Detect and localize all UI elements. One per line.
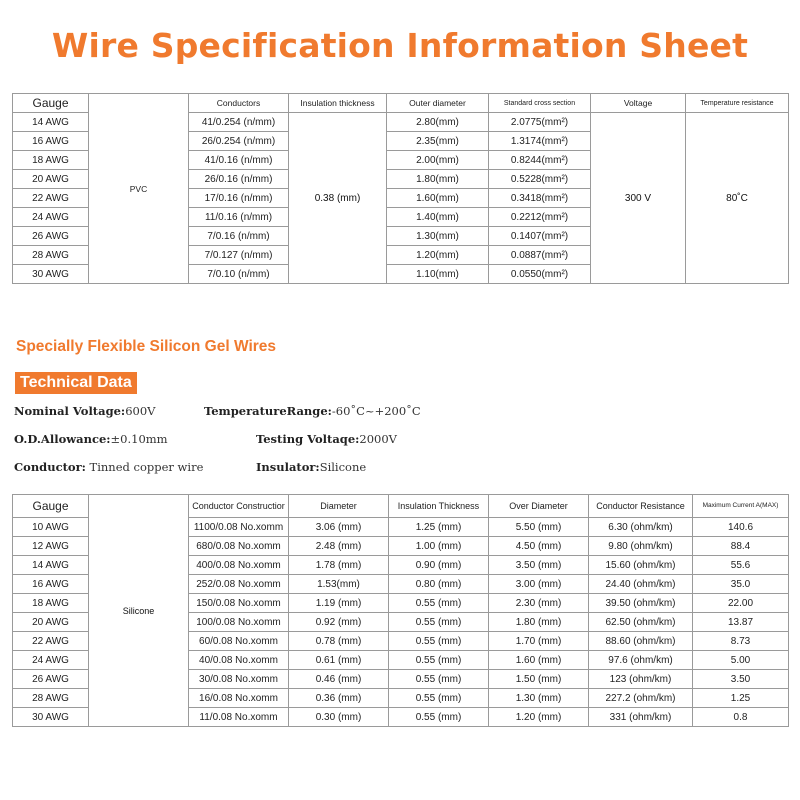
silicone-resistance-cell: 15.60 (ohm/km) [589,556,693,575]
silicone-current-cell: 35.0 [693,575,789,594]
pvc-outer-cell: 1.30(mm) [387,227,489,246]
pvc-cross-cell: 1.3174(mm²) [489,132,591,151]
silicone-over-cell: 1.20 (mm) [489,708,589,727]
pvc-header-cross-section: Standard cross section [489,94,591,113]
pvc-gauge-cell: 18 AWG [13,151,89,170]
pvc-outer-cell: 1.10(mm) [387,265,489,284]
pvc-gauge-cell: 30 AWG [13,265,89,284]
silicone-gauge-cell: 10 AWG [13,518,89,537]
silicone-gauge-cell: 12 AWG [13,537,89,556]
pvc-outer-cell: 1.20(mm) [387,246,489,265]
silicone-insulation-cell: 0.55 (mm) [389,651,489,670]
silicone-gauge-cell: 28 AWG [13,689,89,708]
silicone-diameter-cell: 1.19 (mm) [289,594,389,613]
pvc-cross-cell: 0.0887(mm²) [489,246,591,265]
silicone-insulation-cell: 0.80 (mm) [389,575,489,594]
pvc-cross-cell: 0.8244(mm²) [489,151,591,170]
pvc-header-temperature: Temperature resistance [686,94,789,113]
pvc-gauge-cell: 24 AWG [13,208,89,227]
silicone-header-resistance: Conductor Resistance [589,495,693,518]
silicone-over-cell: 3.50 (mm) [489,556,589,575]
silicone-diameter-cell: 1.53(mm) [289,575,389,594]
technical-data-badge: Technical Data [15,372,137,394]
silicone-insulation-cell: 0.55 (mm) [389,670,489,689]
silicone-current-cell: 140.6 [693,518,789,537]
pvc-conductors-cell: 11/0.16 (n/mm) [189,208,289,227]
silicone-construction-cell: 100/0.08 No.xomm [189,613,289,632]
pvc-conductors-cell: 41/0.16 (n/mm) [189,151,289,170]
silicone-current-cell: 13.87 [693,613,789,632]
silicone-resistance-cell: 62.50 (ohm/km) [589,613,693,632]
pvc-header-gauge: Gauge [13,94,89,113]
silicone-gauge-cell: 20 AWG [13,613,89,632]
insulator-label: Insulator: [256,460,320,474]
silicone-header-max-current: Maximum Current A(MAX) [693,495,789,518]
silicone-gauge-cell: 16 AWG [13,575,89,594]
silicone-insulation-cell: 0.55 (mm) [389,594,489,613]
silicone-construction-cell: 60/0.08 No.xomm [189,632,289,651]
pvc-header-insulation: Insulation thickness [289,94,387,113]
silicone-material-cell: Silicone [89,495,189,727]
od-allowance-value: ±0.10mm [110,432,168,446]
silicone-gauge-cell: 24 AWG [13,651,89,670]
silicone-insulation-cell: 0.55 (mm) [389,613,489,632]
pvc-conductors-cell: 26/0.16 (n/mm) [189,170,289,189]
pvc-conductors-cell: 17/0.16 (n/mm) [189,189,289,208]
silicone-over-cell: 2.30 (mm) [489,594,589,613]
pvc-outer-cell: 2.35(mm) [387,132,489,151]
temperature-range-label: TemperatureRange: [204,404,332,418]
silicone-over-cell: 5.50 (mm) [489,518,589,537]
silicone-resistance-cell: 6.30 (ohm/km) [589,518,693,537]
page-title: Wire Specification Information Sheet [51,26,749,65]
pvc-gauge-cell: 14 AWG [13,113,89,132]
silicone-resistance-cell: 24.40 (ohm/km) [589,575,693,594]
pvc-cross-cell: 0.0550(mm²) [489,265,591,284]
pvc-spec-table [12,93,789,284]
testing-voltage-label: Testing Voltaqe: [256,432,360,446]
pvc-outer-cell: 2.00(mm) [387,151,489,170]
silicone-section-title: Specially Flexible Silicon Gel Wires [16,338,277,355]
silicone-gauge-cell: 26 AWG [13,670,89,689]
testing-voltage-spec [256,432,397,446]
silicone-header-over-diameter: Over Diameter [489,495,589,518]
silicone-current-cell: 3.50 [693,670,789,689]
nominal-voltage-spec [14,404,155,418]
pvc-gauge-cell: 22 AWG [13,189,89,208]
silicone-resistance-cell: 97.6 (ohm/km) [589,651,693,670]
conductor-value: Tinned copper wire [85,460,204,474]
pvc-insulation-cell: 0.38 (mm) [289,113,387,284]
pvc-header-voltage: Voltage [591,94,686,113]
silicone-diameter-cell: 0.46 (mm) [289,670,389,689]
silicone-resistance-cell: 9.80 (ohm/km) [589,537,693,556]
silicone-resistance-cell: 331 (ohm/km) [589,708,693,727]
silicone-over-cell: 1.50 (mm) [489,670,589,689]
od-allowance-spec [14,432,168,446]
silicone-diameter-cell: 0.36 (mm) [289,689,389,708]
pvc-gauge-cell: 16 AWG [13,132,89,151]
pvc-cross-cell: 0.3418(mm²) [489,189,591,208]
silicone-header-diameter: Diameter [289,495,389,518]
pvc-outer-cell: 1.60(mm) [387,189,489,208]
conductor-spec [14,460,203,474]
silicone-over-cell: 1.80 (mm) [489,613,589,632]
pvc-material-cell: PVC [89,94,189,284]
silicone-construction-cell: 1100/0.08 No.xomm [189,518,289,537]
silicone-header-gauge: Gauge [13,495,89,518]
conductor-label: Conductor: [14,460,86,474]
nominal-voltage-label: Nominal Voltage: [14,404,126,418]
silicone-insulation-cell: 0.90 (mm) [389,556,489,575]
temperature-range-spec [204,404,421,418]
silicone-diameter-cell: 3.06 (mm) [289,518,389,537]
silicone-insulation-cell: 0.55 (mm) [389,689,489,708]
silicone-spec-table [12,494,789,727]
pvc-header-row [13,94,789,113]
silicone-insulation-cell: 1.00 (mm) [389,537,489,556]
silicone-diameter-cell: 0.30 (mm) [289,708,389,727]
silicone-resistance-cell: 123 (ohm/km) [589,670,693,689]
silicone-insulation-cell: 1.25 (mm) [389,518,489,537]
silicone-over-cell: 3.00 (mm) [489,575,589,594]
pvc-outer-cell: 2.80(mm) [387,113,489,132]
silicone-gauge-cell: 18 AWG [13,594,89,613]
silicone-current-cell: 8.73 [693,632,789,651]
pvc-cross-cell: 0.2212(mm²) [489,208,591,227]
silicone-over-cell: 1.60 (mm) [489,651,589,670]
temperature-range-value: -60˚C~+200˚C [331,404,421,418]
pvc-header-outer-diameter: Outer diameter [387,94,489,113]
pvc-cross-cell: 0.5228(mm²) [489,170,591,189]
silicone-over-cell: 4.50 (mm) [489,537,589,556]
silicone-header-insulation: Insulation Thickness [389,495,489,518]
pvc-outer-cell: 1.80(mm) [387,170,489,189]
silicone-insulation-cell: 0.55 (mm) [389,708,489,727]
silicone-header-construction: Conductor Constructior [189,495,289,518]
od-allowance-label: O.D.Allowance: [14,432,111,446]
silicone-current-cell: 0.8 [693,708,789,727]
pvc-conductors-cell: 26/0.254 (n/mm) [189,132,289,151]
silicone-resistance-cell: 88.60 (ohm/km) [589,632,693,651]
pvc-cross-cell: 0.1407(mm²) [489,227,591,246]
silicone-diameter-cell: 0.78 (mm) [289,632,389,651]
pvc-cross-cell: 2.0775(mm²) [489,113,591,132]
silicone-current-cell: 88.4 [693,537,789,556]
nominal-voltage-value: 600V [125,404,156,418]
silicone-construction-cell: 11/0.08 No.xomm [189,708,289,727]
pvc-gauge-cell: 20 AWG [13,170,89,189]
pvc-conductors-cell: 7/0.16 (n/mm) [189,227,289,246]
silicone-current-cell: 5.00 [693,651,789,670]
silicone-construction-cell: 252/0.08 No.xomm [189,575,289,594]
insulator-value: Silicone [319,460,367,474]
silicone-current-cell: 22.00 [693,594,789,613]
silicone-resistance-cell: 227.2 (ohm/km) [589,689,693,708]
silicone-construction-cell: 30/0.08 No.xomm [189,670,289,689]
pvc-voltage-cell: 300 V [591,113,686,284]
silicone-header-row [13,495,789,518]
silicone-insulation-cell: 0.55 (mm) [389,632,489,651]
silicone-construction-cell: 400/0.08 No.xomm [189,556,289,575]
silicone-current-cell: 1.25 [693,689,789,708]
pvc-conductors-cell: 41/0.254 (n/mm) [189,113,289,132]
silicone-construction-cell: 40/0.08 No.xomm [189,651,289,670]
pvc-gauge-cell: 26 AWG [13,227,89,246]
pvc-temperature-cell: 80˚C [686,113,789,284]
silicone-current-cell: 55.6 [693,556,789,575]
silicone-construction-cell: 16/0.08 No.xomm [189,689,289,708]
silicone-gauge-cell: 14 AWG [13,556,89,575]
silicone-construction-cell: 680/0.08 No.xomm [189,537,289,556]
silicone-diameter-cell: 2.48 (mm) [289,537,389,556]
pvc-gauge-cell: 28 AWG [13,246,89,265]
pvc-conductors-cell: 7/0.127 (n/mm) [189,246,289,265]
silicone-diameter-cell: 1.78 (mm) [289,556,389,575]
testing-voltage-value: 2000V [359,432,397,446]
silicone-gauge-cell: 22 AWG [13,632,89,651]
pvc-conductors-cell: 7/0.10 (n/mm) [189,265,289,284]
silicone-resistance-cell: 39.50 (ohm/km) [589,594,693,613]
silicone-construction-cell: 150/0.08 No.xomm [189,594,289,613]
silicone-over-cell: 1.70 (mm) [489,632,589,651]
insulator-spec [256,460,366,474]
pvc-header-conductors: Conductors [189,94,289,113]
silicone-diameter-cell: 0.92 (mm) [289,613,389,632]
silicone-over-cell: 1.30 (mm) [489,689,589,708]
pvc-outer-cell: 1.40(mm) [387,208,489,227]
silicone-diameter-cell: 0.61 (mm) [289,651,389,670]
silicone-gauge-cell: 30 AWG [13,708,89,727]
